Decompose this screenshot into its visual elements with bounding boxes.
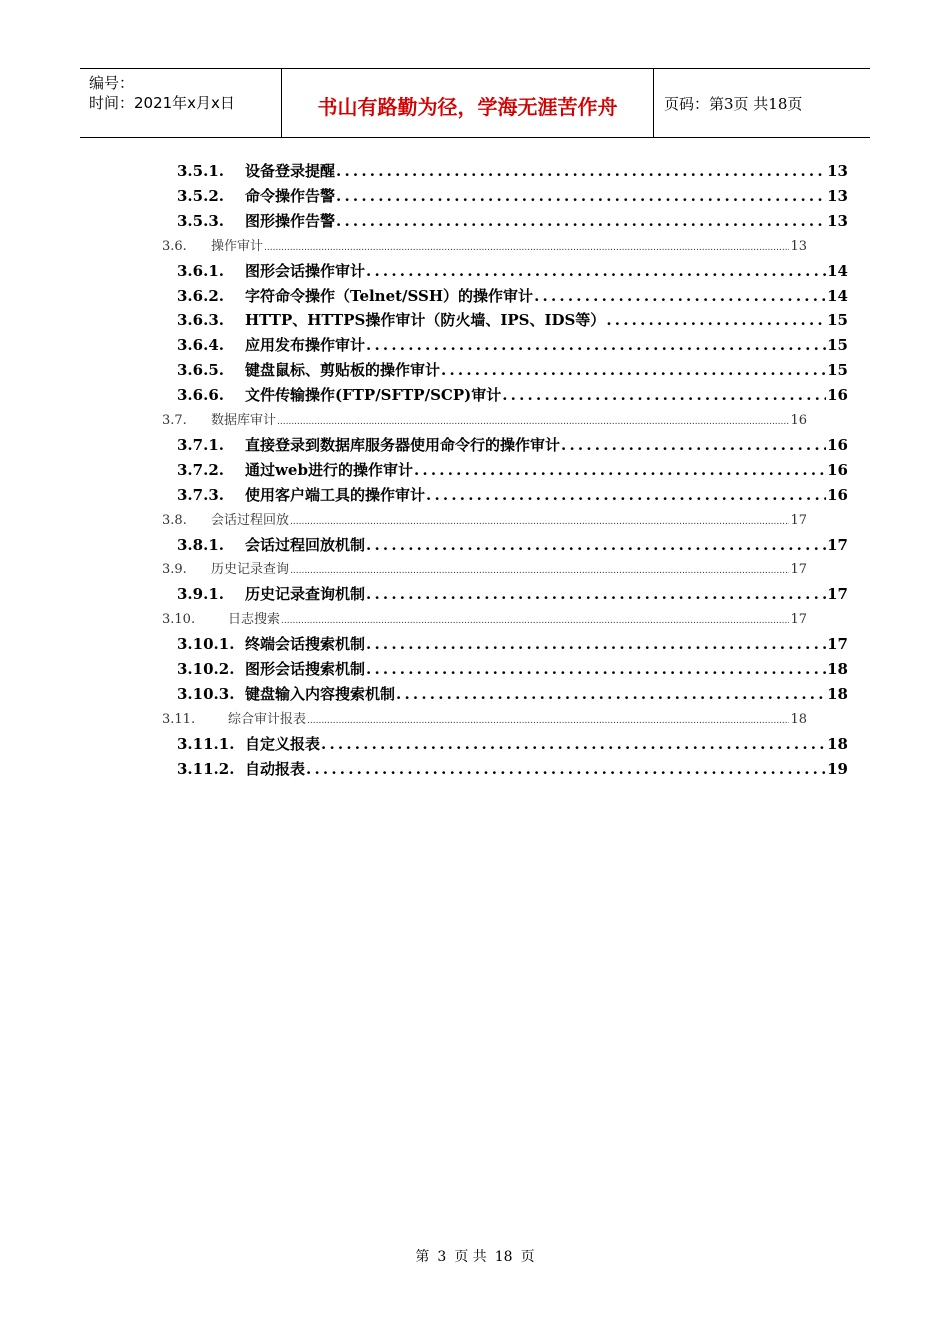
toc-entry[interactable] <box>177 758 848 779</box>
toc-entry-number: 3.11.1. <box>177 734 235 753</box>
toc-leader-dots <box>290 513 789 528</box>
toc-entry-number: 3.7.3. <box>177 485 224 504</box>
toc-leader-dots <box>606 311 826 329</box>
toc-entry-number: 3.6.3. <box>177 311 224 330</box>
toc-entry-page: 14 <box>827 261 848 280</box>
toc-leader-dots <box>366 336 826 354</box>
toc-entry[interactable] <box>177 434 848 455</box>
toc-entry-page: 18 <box>790 711 807 727</box>
toc-entry[interactable] <box>177 459 848 480</box>
toc-entry[interactable] <box>177 658 848 679</box>
toc-entry[interactable] <box>162 235 807 254</box>
toc-leader-dots <box>414 461 826 479</box>
toc-entry-number: 3.6.6. <box>177 386 224 405</box>
toc-entry-number: 3.6.1. <box>177 261 224 280</box>
toc-leader-dots <box>396 685 826 703</box>
header-motto: 书山有路勤为径，学海无涯苦作舟 <box>282 69 654 137</box>
toc-entry-number: 3.8.1. <box>177 535 224 554</box>
toc-leader-dots <box>281 612 789 627</box>
toc-entry-number: 3.10.3. <box>177 684 235 703</box>
toc-entry-page: 16 <box>790 413 807 428</box>
toc-entry[interactable] <box>177 309 848 330</box>
toc-entry-page: 16 <box>827 460 848 479</box>
toc-entry-title: 使用客户端工具的操作审计 <box>245 485 426 504</box>
toc-entry-title: 命令操作告警 <box>245 186 336 205</box>
toc-entry-title: 字符命令操作（Telnet/SSH）的操作审计 <box>245 286 534 305</box>
toc-entry-page: 15 <box>827 361 848 380</box>
toc-entry[interactable] <box>177 260 848 281</box>
toc-entry-title: 自定义报表 <box>245 734 321 753</box>
toc-entry[interactable] <box>177 160 848 181</box>
toc-leader-dots <box>336 162 826 180</box>
toc-entry-title: 键盘输入内容搜索机制 <box>245 684 396 703</box>
toc-entry-number: 3.6.2. <box>177 286 224 305</box>
toc-entry-page: 14 <box>827 286 848 305</box>
header-number-label: 编号： <box>89 74 135 92</box>
toc-leader-dots <box>264 239 789 254</box>
toc-entry-number: 3.10.2. <box>177 660 235 678</box>
toc-entry-number: 3.9.1. <box>177 585 224 604</box>
toc-entry-title: 日志搜索 <box>228 612 281 628</box>
toc-entry-title: HTTP、HTTPS操作审计（防火墙、IPS、IDS等） <box>245 311 606 330</box>
toc-entry-number: 3.5.2. <box>177 186 224 205</box>
toc-entry-page: 13 <box>827 211 848 230</box>
toc-entry-title: 综合审计报表 <box>228 711 307 727</box>
header-page-info: 页码：第3页 共18页 <box>664 94 803 113</box>
toc-leader-dots <box>307 712 789 727</box>
toc-leader-dots <box>277 413 789 428</box>
toc-entry[interactable] <box>162 608 807 627</box>
toc-entry[interactable] <box>177 633 848 654</box>
toc-entry[interactable] <box>162 409 807 428</box>
toc-leader-dots <box>366 262 826 280</box>
toc-entry[interactable] <box>177 359 848 380</box>
toc-entry[interactable] <box>177 733 848 754</box>
footer-page-current: 3 <box>437 1249 447 1265</box>
toc-entry-number: 3.9. <box>162 562 187 578</box>
toc-entry-page: 18 <box>827 734 848 753</box>
toc-entry-number: 3.10. <box>162 612 196 628</box>
toc-entry-number: 3.8. <box>162 512 187 528</box>
toc-leader-dots <box>426 486 826 504</box>
toc-entry-number: 3.7. <box>162 413 187 428</box>
toc-entry-title: 历史记录查询机制 <box>245 585 366 604</box>
toc-entry[interactable] <box>177 583 848 604</box>
page-header <box>80 68 870 138</box>
toc-entry-number: 3.11.2. <box>177 759 235 778</box>
toc-entry-title: 图形会话操作审计 <box>245 261 366 280</box>
toc-entry[interactable] <box>177 484 848 505</box>
toc-leader-dots <box>441 361 826 379</box>
toc-entry-title: 图形操作告警 <box>245 211 336 230</box>
footer-page-prefix: 第 <box>415 1249 430 1265</box>
toc-entry[interactable] <box>162 708 807 727</box>
header-time-label: 时间：2021年x月x日 <box>89 94 235 112</box>
toc-entry-page: 13 <box>827 162 848 180</box>
toc-entry-page: 17 <box>790 612 807 628</box>
toc-entry-title: 终端会话搜索机制 <box>245 635 366 654</box>
toc-entry-page: 17 <box>827 585 848 604</box>
toc-entry-title: 历史记录查询 <box>211 562 290 578</box>
toc-entry-number: 3.7.1. <box>177 435 224 454</box>
toc-entry-page: 18 <box>827 684 848 703</box>
toc-entry[interactable] <box>177 334 848 355</box>
toc-leader-dots <box>366 660 826 678</box>
toc-entry-page: 16 <box>827 386 848 405</box>
toc-leader-dots <box>561 436 826 454</box>
toc-entry[interactable] <box>177 210 848 231</box>
toc-entry-title: 图形会话搜索机制 <box>245 660 366 678</box>
toc-entry-page: 19 <box>827 759 848 778</box>
toc-entry-title: 会话过程回放机制 <box>245 535 366 554</box>
toc-entry-page: 17 <box>827 635 848 654</box>
toc-entry-page: 17 <box>790 512 807 528</box>
toc-entry[interactable] <box>177 384 848 405</box>
toc-entry-page: 18 <box>827 660 848 678</box>
toc-entry-number: 3.7.2. <box>177 460 224 479</box>
toc-entry-title: 应用发布操作审计 <box>245 336 366 355</box>
toc-entry-number: 3.11. <box>162 711 196 727</box>
toc-entry[interactable] <box>177 285 848 306</box>
toc-leader-dots <box>336 212 826 230</box>
toc-leader-dots <box>306 760 826 778</box>
footer-page-total: 18 <box>494 1249 513 1265</box>
footer-page-suffix: 页 <box>520 1249 535 1265</box>
toc-leader-dots <box>534 287 826 305</box>
toc-entry-title: 通过web进行的操作审计 <box>245 460 413 479</box>
toc-entry[interactable] <box>162 558 807 577</box>
toc-entry-title: 自动报表 <box>245 759 306 778</box>
toc-leader-dots <box>321 735 826 753</box>
toc-entry[interactable] <box>177 683 848 704</box>
footer-page-mid: 页 共 <box>454 1249 487 1265</box>
toc-entry-number: 3.5.1. <box>177 162 224 180</box>
toc-entry-title: 操作审计 <box>211 238 264 254</box>
toc-entry-page: 13 <box>790 238 807 254</box>
toc-entry[interactable] <box>177 185 848 206</box>
toc-entry-number: 3.6.4. <box>177 336 224 355</box>
toc-entry-title: 直接登录到数据库服务器使用命令行的操作审计 <box>245 435 561 454</box>
toc-entry-page: 16 <box>827 435 848 454</box>
header-meta <box>80 69 282 137</box>
toc-entry-page: 13 <box>827 186 848 205</box>
toc-entry-title: 数据库审计 <box>211 413 277 428</box>
toc-entry-page: 17 <box>790 562 807 578</box>
toc-entry-number: 3.10.1. <box>177 635 235 654</box>
toc-leader-dots <box>336 187 826 205</box>
toc-leader-dots <box>366 585 826 603</box>
toc-entry-page: 17 <box>827 535 848 554</box>
toc-entry-page: 16 <box>827 485 848 504</box>
toc-entry[interactable] <box>177 534 848 555</box>
toc-leader-dots <box>290 562 789 577</box>
toc-entry[interactable] <box>162 509 807 528</box>
toc-entry-page: 15 <box>827 311 848 330</box>
toc-entry-title: 设备登录提醒 <box>245 162 336 180</box>
page-footer <box>0 1246 950 1266</box>
toc-entry-number: 3.6.5. <box>177 361 224 380</box>
toc-entry-title: 文件传输操作(FTP/SFTP/SCP)审计 <box>245 386 502 405</box>
toc-leader-dots <box>366 635 826 653</box>
toc-entry-title: 键盘鼠标、剪贴板的操作审计 <box>245 361 441 380</box>
toc-entry-title: 会话过程回放 <box>211 512 290 528</box>
toc-entry-number: 3.6. <box>162 238 187 254</box>
toc-leader-dots <box>502 386 826 404</box>
toc-entry-number: 3.5.3. <box>177 211 224 230</box>
toc-entry-page: 15 <box>827 336 848 355</box>
toc-leader-dots <box>366 536 826 554</box>
